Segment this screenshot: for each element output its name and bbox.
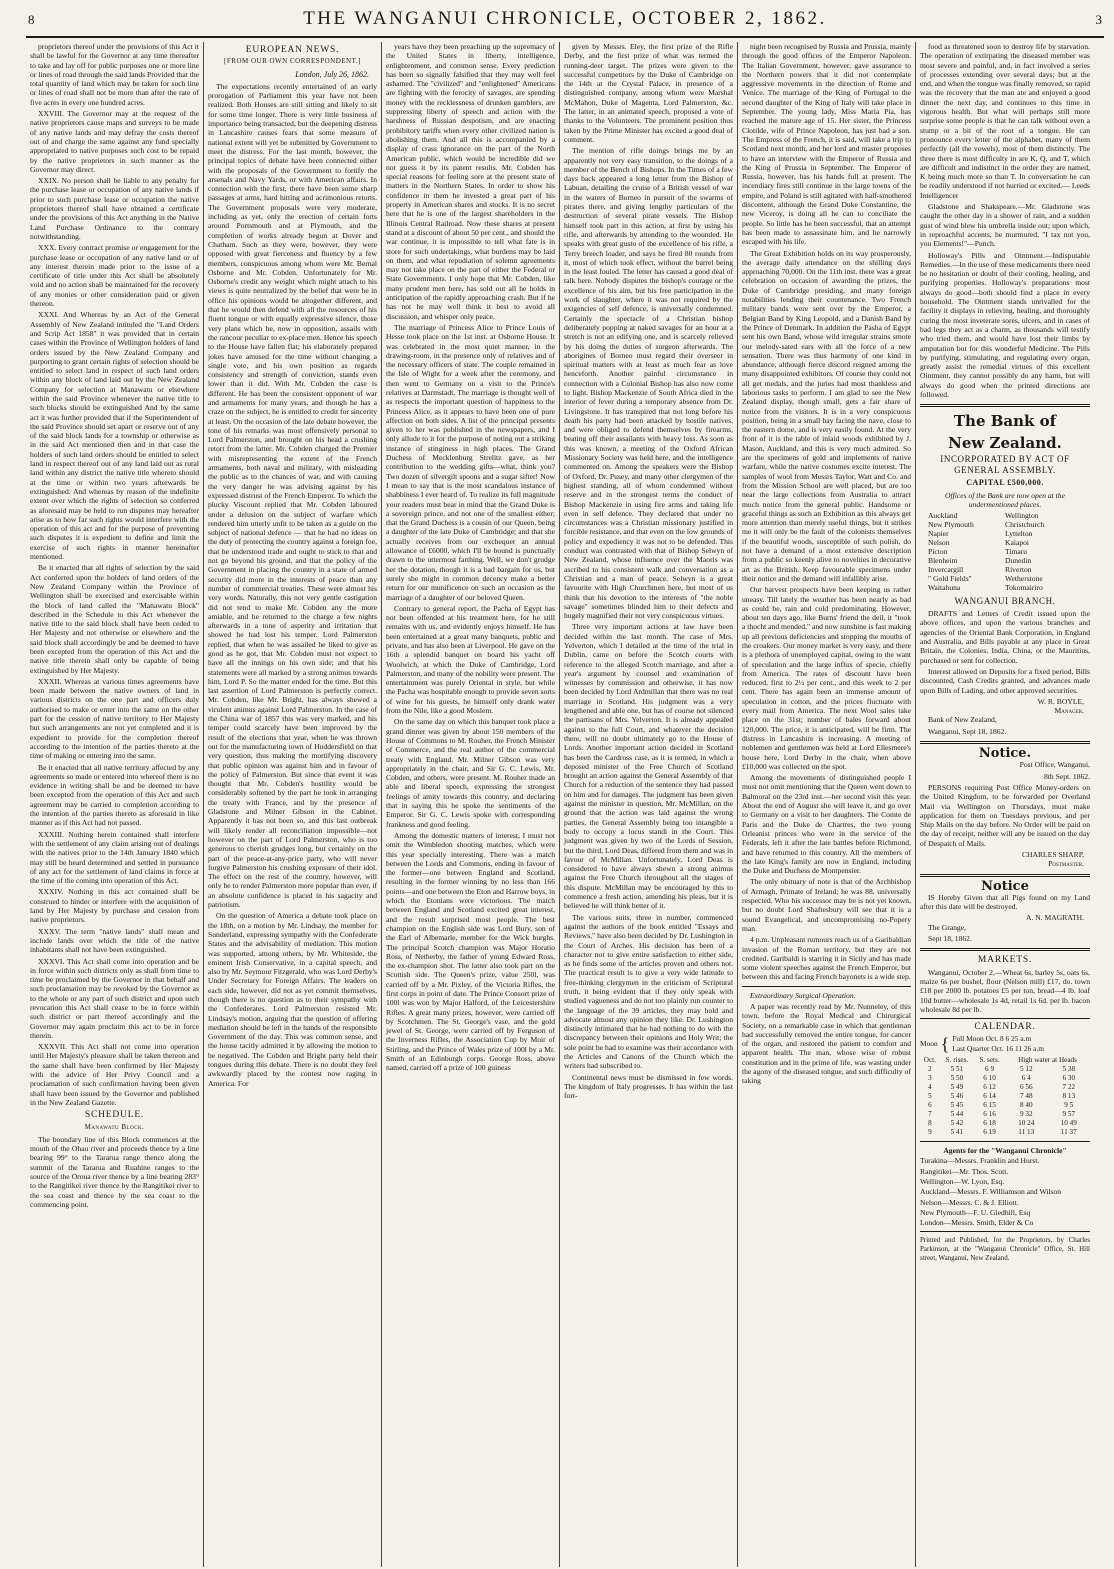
act-paragraph: Be it enacted that all rights of selection by the said Act conferred upon the holders of land orders of the New Zealand Company within the Province of Wellington shall be exercised and exercisable within the block of land called the "Manawatu Block" described in the Schedule to this Act whenever the native title to the said block shall have been ceded to Her Majesty and not otherwise or elsewhere and the said block shall accordingly be and be deemed to have been excepted from the operation of this Act and the native title therein shall only be capable of being extinguished by Her Majesty. [30,563,199,675]
bank-advert [920,412,1090,736]
article-paragraph: The expectations recently entertained of an early prorogation of Parliament this year have not been realized. Both Houses are still sitting and likely to sit for some time longer. There is very little business of importance being transacted, but the deepening distress in Lancashire causes fears that some measure of national extent will yet be submitted by Government to meet the distress. For the last month, however, the principal topics of debate have been connected either with the proposals of the Government to fortify the arsenals and Navy Yards, or with American affairs. In connection with the first, there have been some sharp passages at arms, hard hitting and acrimonious retorts. The Government proposals were very moderate, including as yet, only the erection of certain forts around Portsmouth and at Plymouth, and the completion of works already begun at Dover and Chatham. Such as they were, however, they were opposed with great fierceness and fluency by a few members, conspicuous among whom were Mr. Bernal Osborne and Mr. Cobden. Unfortunately for Mr. Osborne's credit any weight which might attach to his views is quite neutralized by the belief that were he in office his opinions would be altogether different, and that he would then defend with all the resources of his fluent tongue or with equally expressive silence, those very plans which he, now in opposition, assails with the rancour peculiar to ex-place men. Hence his speech to the House have fallen flat; his elaborately prepared jokes have amused for the time without changing a single vote, and his own position as regards consistency and strength of conviction, stands even lower than it did. With Mr. Cobden the case is different. He has been the consistent opponent of war and armaments for many years, and though he has a craze on the subject, he is entitled to credit for sincerity at least. On the occasion of the late debate however, the tone of his remarks was most offensively personal to Lord Palmerston, and brought on his head a crushing retort from the latter. Mr. Cobden charged the Premier with misrepresenting the extent of the French armaments, both naval and military, with misleading the public as to the chances of war, and with causing the very danger he was advising against by his expressed distrust of the French Emperor. To which the plucky Viscount replied that Mr. Cobden laboured under a delusion on the subject of warfare which rendered him utterly unfit to be taken as a guide on the subject of national defence — that he had no ideas on the duty of protecting the country against a foreign foe, that he understood trade and ought to stick to that and not go beyond his ground, and that the policy of the Government in placing the country in a state of armed security did more in the interests of peace than any number of commercial treaties. These were almost his very words. Naturally, this not very gentle castigation did not tend to make Mr. Cobden any the more amiable, and he returned to the charge a few nights afterwards in a tone of asperity and irritation that showed he had lost his temper. Lord Palmerston replied, that when he was assailed he liked to give as good as he got, that Mr. Cobden must not expect to have all the innings on his own side; and that his statements were all marked by a strong animus towards him, Lord P. So the matter ended for the time. But this last assertion of Lord Palmerston is perfectly correct. Mr. Cobden, like Mr. Bright, has always shewed a virulent animus against Lord Palmerston. In the case of the China war of 1857 this was very marked, and his temper could scarcely have been improved by the result of the elections that year, when he was thrown out for the manufacturing town of Huddersfield on that very question, thus making the mortifying discovery that public opinion was against him and in favour of the policy of Palmerston. But since that event it was thought that Mr. Cobden's hostility would be considerably softened by the part he took in arranging the treaty with France, and by the presence of Gladstone and Milner Gibson in the Cabinet. Apparently it has not been so, and this last outbreak will likely render all reconciliation impossible—not however on the part of Lord Palmerston, who is too generous to cherish grudges long, but certainly on the part of the peace-at-any-price party, who will never forgive Palmerston his crushing exposure of their idol. The effect on the rest of the country, however, will only be to render Palmerston more popular than ever, if an absolute confidence is placed in his sagacity and patriotism. [208,81,377,910]
branch-name: Auckland [928,511,958,521]
act-paragraph: XXXII. Whereas at various times agreements have been made between the native owners of land in various districts on the one part and officers duly authorised to make or enter into the same on the other part for the cession of native territory to Her Majesty but such arrangements are not yet completed and it is expedient to provide for the completion thereof according to the intention of the parties thereto at the time of making or entering into the same. [30,676,199,761]
divider [920,404,1090,407]
tide-cell: 6 19 [983,1128,996,1137]
article-paragraph: Contrary to general report, the Pacha of Egypt has not been offended at his treatment here, for he still remains with us, and evidently enjoys himself. He has been entertained at a great many banquets, public and private, and has also been at Liverpool. He gave on the 16th a splendid banquet on board his yacht off Woolwich, at which the Duke of Cambridge, Lord Palmerston, and many of the nobility were present. The entertainment was purely Oriental in style, but while the Pacha was hospitable enough to provide seven sorts of wine for his guests, he himself only drank water from the Nile, like a good Moslem. [386,603,555,716]
article-paragraph: Continental news must be dismissed in few words. The kingdom of Italy progresses. It has within the last fort- [564,1072,733,1101]
divider [920,874,1090,877]
notice-text: IS Hereby Given that all Pigs found on my Land after this date will be destroyed. [920,892,1090,912]
phase-month: Oct. [985,1034,999,1044]
schedule-heading: SCHEDULE. [84,1110,145,1121]
tide-row [920,1119,1090,1128]
branch-name: Lyttelton [1005,529,1033,539]
act-paragraph: proprietors thereof under the provisions of this Act it shall be lawful for the Governor at any time thereafter to take and lay off for public purposes one or more line or lines of road through the said lands Provided that the total quantity of land which may be taken for such line or lines of road shall not be more than after the rate of five acres in every one hundred acres. [30,42,199,107]
columns [26,42,1104,1567]
tide-cell: 6 15 [983,1101,996,1110]
divider [920,1141,1090,1142]
tide-table-header [920,1056,1090,1065]
tide-cell: 5 50 [950,1074,964,1083]
agent-entry: Rangitikei—Mr. Thos. Scott. [920,1166,1009,1176]
page-number-right: 3 [1095,12,1102,27]
post-office-notice [920,746,1090,869]
article-paragraph: Our harvest prospects have been keeping us rather uneasy. Till lately the weather has been nearly as bad as could be, rain and cold predominating. However, about ten days ago, like Burns' friend the deil, it "took a thocht and mended," and now sunshine is fast making up all previous deficiencies and stopping the mouths of the croakers. Our money market is very easy, and there is a plethora of unemployed capital, owing to the want of speculation and the large influx of specie, chiefly from America. The rates of discount have been reduced, first to 2½ per cent., and this week to 2 per cent. There has again been an immense amount of speculation in cotton, and the prices fluctuate with every mail from America. The next Wool sales take place on the 31st; number of bales forward about 120,000. The price, it is anticipated, will be firm. The distress in Lancashire is increasing. A meeting of noblemen and gentlemen was held at Lord Ellesmere's house here, Lord Derby in the chair, when above £10,000 was collected on the spot. [742,585,911,771]
gladstone-item: Gladstone and Shakspeare.—Mr. Gladstone was caught the other day in a shower of rain, and a sudden gust of wind blew his umbrella inside out; upon which, in reproachful accents, he murmured, "I tax not you, you Elements!"—Punch. [920,202,1090,249]
act-paragraph: XXXVI. This Act shall come into operation and be in force within such districts only as shall from time to time be proclaimed by the Governor in that behalf and such proclamation may be revoked by the Governor as to the whole or any part of such district and upon such revocation this Act shall cease to be in force within such district or part thereof accordingly and the Governor may again proclaim this act to be in force therein. [30,956,199,1040]
markets-text: Wanganui, October 2,—Wheat 6s, barley 5s, oats 6s, maize 6s per bushel, flour (Nelson mill) £17, do. town £18 per 2000 lb. potatoes £5 per ton, bread—4 lb. loaf 10d butter—wholesale 1s 4d, retail 1s 6d. per lb. bacon wholesale 8d per lb. [920,967,1090,1014]
column-4-european-news-cont [560,42,738,1567]
article-paragraph: Three very important actions at law have been decided within the last month. The case of Mrs. Yelverton, which I detailed at the time of the trial in Dublin, came on before the Scotch courts with reference to the alleged Scotch marriage, and after a year's argument by counsel and examination of witnesses by commission and otherwise, it has now been decided by Lord Ardmillan that there was no real marriage in Scotland. His judgment was a very lengthened and able one, but has of course not silenced the partisans of Mrs. Yelverton. It is already appealed against to the full Court, and whatever the decision there, will no doubt ultimately go to the House of Lords. Another important action decided in Scotland has been the Cardross case, as it is termed, in which a deposed minister of the Free Church of Scotland brought an action against the General Assembly of that Church for a reduction of the sentence they had passed on him and for damages. The judgment has been given against the minister in question, Mr. McMillan, on the ground that the action was laid against the wrong parties, the General Assembly being too intangible a body to occupy a locus standi in the Court. This judgment was given by two of the Lords of Session, but the third, Lord Deas, differed from them and was in favour of McMillan. Unfortunately, Lord Deas is considered to have always shewn a strong animus against the Free Church throughout all the stages of this dispute. McMillan may be encouraged by this to commence a fresh action, amending his pleas, but it is believed he will think better of it. [564,622,733,911]
notice-date: 8th Sept. 1862. [1044,771,1090,781]
notice-office: Post Office, Wanganui, [1019,760,1090,770]
branch-name: Wellington [1005,511,1039,521]
tide-cell: 5 38 [1062,1065,1076,1074]
article-heading: EUROPEAN NEWS. [245,45,340,55]
agent-entry: Turakina—Messrs. Franklin and Hurst. [920,1156,1040,1166]
tide-cell: 5 42 [950,1119,964,1128]
tide-cell: 9 [928,1128,932,1137]
branch-name: Picton [928,547,948,557]
bank-signature-title: Manager. [1054,706,1084,716]
article-paragraph: The various suits, three in number, commenced against the authors of the book entitled "Essays and Reviews," have also been decided by Dr. Lushington in the Court of Arches. His decision has been of a character not to give entire satisfaction to either side, as he finds some of the articles proven and others not. The practical result is to give a very wide latitude to free-thinking clergymen in the criticism of Scriptural truth, it being evident that if they only speak with studied vagueness and do not too plainly run counter to the language of the 39 articles, they may hold and advocate almost any opinion they like. Dr. Lushington distinctly intimated that he had nothing to do with the discrepancy between their opinions and Holy Writ; the sole point he had to examine was their accordance with the Articles and Canons of the Church which the writers had subscribed to. [564,912,733,1071]
article-paragraph: The marriage of Princess Alice to Prince Louis of Hesse took place on the 1st inst. at Osborne House. It was celebrated in the most quiet manner, in the drawing-room, in the presence only of relatives and of the necessary officers of state. The couple remained in the Isle of Wight for a week after the ceremony, and then went to Germany on a visit to the Prince's relatives at Darmstadt. The marriage is thought well of as respects the important question of happiness to the Princess Alice, as it appears to have been one of pure affection on both sides. A list of the principal presents given to her was published in the newspapers, and I only allude to it for the purpose of noting out a striking instance of stinginess in high places. The Grand Duchess of Mecklenburg Strelitz gave, as her contribution to the wedding gifts—what, think you? Two dozen of silvergilt spoons and a sugar sifter! Now I mean to say that is the most scandalous instance of shabbiness I ever heard of. To realize its full magnitude your readers must bear in mind that the Grand Duke is a sovereign prince, and not one of the smallest either; that the Grand Duchess is a cousin of our Queen, being a daughter of the late Duke of Cambridge; and that she actually receives from our exchequer an annual allowance of £6000, which I'll be bound is punctually drawn to the uttermost farthing. Well, we don't grudge her the dotation, though it is a bad bargain for us, but surely she might in common decency make a better return for our munificence on such an occasion as the marriage of a daughter of our beloved Queen. [386,322,555,602]
moon-phases [920,1034,1090,1053]
bank-text: Interest allowed on Deposits for a fixed period, Bills discounted, Cash Credits granted, and advances made upon Bills of Lading, and other approved securities. [920,666,1090,695]
tide-cell: 6 56 [1019,1083,1033,1092]
act-paragraph: XXXV. The term "native lands" shall mean and include lands over which the title of the native inhabitants shall not have been extinguished. [30,926,199,955]
phase-name: Full Moon [952,1034,984,1044]
article-dateline: London, July 26, 1862. [295,69,369,79]
article-paragraph: Among the domestic matters of interest, I must not omit the Wimbledon shooting matches, which were this year specially interesting. There was a match between the Lords and Commons, ending in favour of the former—one between England and Scotland, resulting in the former winning by no less than 166 points—and one between the Eton and Harrow boys, in which the Etonians were victorious. The match between England and Scotland excited great interest, and the result surprised most people. The best champion on the English side was Lord Bury, son of the Earl of Albemarle, member for the Wick burghs. The principal Scotch champion was Major Horatio Ross, of Netherby, the father of young Edward Ross, the ex-champion shot. The latter also took part on the Scottish side. The Queen's prize, value 250l, was carried off by a Mr. Pixley, of the Victoria Rifles, the first corps in point of date. The Prince Consort prize of 100l was won by Major Halford, of the Leicestershire Rifles. A great many prizes, however, were carried off by Scotchmen. The St. George's vase, and the gold jewel of St. George, were carried off by Ferguson of the Inverness Rifles, the Association Cup by Moir of Stirling, and the Prince of Wales prize of 100l by a Mr. Smith of an Edinburgh corps. George Ross, above named, carried off a prize of 100 guineas [386,830,555,1073]
calendar-heading: CALENDAR. [974,1022,1036,1033]
moon-label: Moon [920,1039,938,1049]
col-header: Oct. [923,1056,936,1065]
article-paragraph: On the same day on which this banquet took place a grand dinner was given by about 150 members of the House of Commons to M. Rouher, the French Minister of Commerce, and the real author of the commercial treaty with England. Mr. Milner Gibson was very appropriately in the chair, and Sir G. C. Lewis, Mr. Cobden, and others, were present. M. Rouher made an able and liberal speech, expressing the strongest feelings of amity towards this country, and declaring that in saying this he spoke the sentiments of the Emperor. Sir G. C. Lewis spoke with corresponding frankness and good feeling. [386,717,555,829]
phase-day: 8 [999,1034,1004,1044]
notice-title: Notice [981,878,1029,894]
tide-cell: 6 9 [985,1065,995,1074]
phase-time: 11 26 a.m [1014,1043,1045,1053]
tide-cell: 8 [928,1119,932,1128]
tide-cell: 6 12 [983,1083,996,1092]
pigs-notice [920,878,1090,944]
surgical-text: A paper was recently read by Mr. Nunneley, of this town, before the Royal Medical and Chirurgical Society, on a remarkable case in which that gentleman had successfully removed the entire tongue, for cancer of the organ, and restored the patient to comfort and apparent health. The man, whose wise of robust constitution and in the prime of life, was wasting under the agony of the diseased tongue, and such difficulty of taking [742,1001,911,1086]
tide-cell: 10 24 [1018,1119,1035,1128]
tide-cell: 5 45 [950,1101,964,1110]
tide-cell: 8 40 [1019,1101,1033,1110]
bank-offices-intro: Offices of the Bank are now open at the undermentioned places. [945,490,1065,509]
tide-cell: 11 37 [1060,1128,1077,1137]
bank-place: Bank of New Zealand, [928,715,997,725]
divider [920,1018,1090,1019]
tide-cell: 2 [928,1065,932,1074]
notice-date: Sept 18, 1862. [928,934,972,944]
article-paragraph: years have they been preaching up the supremacy of the United States in liberty, intelligence, enlightenment, and common sense. Every prediction has been so signally falsified that they may well feel ashamed. The "civilized" and "enlightened" Americans are fighting with the ferocity of savages, are spending money with the recklessness of drunken gamblers, are suppressing liberty of speech and action with the harshness of Russian despotism, and are enacting prohibitory tariffs when every other civilized nation is abolishing them. And all this is accompanied by a display of crass ignorance on the part of the North American public, which would be incredible did we not guess it by its patent results. Mr. Cobden has special reasons for feeling sore at the present state of matters in the Northern States. In order to show his confidence in them he invested a great part of his property in American shares and stocks. It is no secret here that he is one of the largest shareholders in the Illinois Central Railroad. Now these shares at present stand at a discount of about 50 per cent., and should the war continue, it is impossible to tell what fate is in store for such undertakings, what burdens may be laid on them, and what repudiation of solemn agreements may not take place on the part of either the Federal or State Governments. I only hope that Mr. Cobden, like many prudent men here, has sold out all he holds in anticipation of the rapidly approaching crash. But if he has not he may well think it best to avoid all discussion, and whisper only peace. [386,42,555,321]
branch-name: " Gold Fields" [928,574,972,584]
schedule-text: The boundary line of this Block commences at the mouth of the Ohau river and proceeds thence by a line bearing 99° to the Tararua range thence along the summit of the Tararua and Ruahine ranges to the source of the Oroua river thence by a line bearing 283° to the Rangitikei river thence by the Rangitikei river to the sea coast and thence by the sea coast to the commencing point. [30,1134,199,1209]
agent-entry: Auckland—Messrs. F. Williamson and Wilson [920,1187,1062,1197]
notice-text: PERSONS requiring Post Office Money-orders on the United Kingdom, to be forwarded per Overland Mail via Wellington on Thursdays, must make application for them on Tuesdays previous, and per Ship Mails on the day before. No Order will be paid on the day of receipt, neither will any be issued on the day of Despatch of Mails. [920,782,1090,848]
bank-date: Wanganui, Sept 18, 1862. [928,726,1007,736]
tide-cell: 3 [928,1074,932,1083]
tide-cell: 5 41 [950,1128,964,1137]
tide-cell: 9 5 [1064,1101,1074,1110]
bank-incorporated: INCORPORATED BY ACT OF GENERAL ASSEMBLY. [940,454,1070,476]
tide-cell: 6 14 [983,1092,996,1101]
tide-cell: 5 49 [950,1083,964,1092]
tide-row [920,1110,1090,1119]
divider [920,1231,1090,1232]
act-paragraph: XXVIII. The Governor may at the request of the native proprietors cause maps and surveys to be made of any native lands and may defray the costs thereof out of and charge the same against any fund specially appropriated to native purposes such cost to be repaid by the native proprietors in such manner as the Governor may direct. [30,109,199,174]
notice-signature-title: Postmaster. [1048,859,1084,869]
act-paragraph: Be it enacted that all native territory affected by any agreements so made or entered into whereof there is no evidence in writing shall be and be deemed to have been excepted from the operation of this Act and such agreement may be carried to completion according to the intention of the parties thereto as aforesaid in like manner as if this Act had not passed. [30,762,199,828]
newspaper-title: THE WANGANUI CHRONICLE, OCTOBER 2, 1862. [303,8,827,29]
act-paragraph: XXIX. No person shall be liable to any penalty for the purchase lease or occupation of any native lands if prior to such purchase lease or occupation the native proprietors thereof shall have obtained a certificate under the provisions of this Act anything in the Native Land Purchase Ordinance to the contrary notwithstanding. [30,176,199,241]
tide-row [920,1074,1090,1083]
imprint: Printed and Published, for the Proprietors, by Charles Parkinson, at the "Wanganui Chronicle" Office, St. Hill street, Wanganui, New Zealand. [920,1236,1090,1262]
column-6-advertisements [916,42,1094,1567]
tide-cell: 5 12 [1019,1065,1033,1074]
article-paragraph: 4 p.m. Unpleasant rumours reach us of a Garibaldian invasion of the Roman territory, but they are not credited. Garibaldi is starring it in Sicily and has made some violent speeches against the French Emperor, but between this and facing French bayonets is a wide step. [742,935,911,982]
tide-row [920,1128,1090,1137]
column-1-native-lands-act [26,42,204,1567]
phase-month: Oct. [991,1043,1004,1053]
tide-cell: 5 51 [950,1065,964,1074]
moon-phase [952,1044,1044,1053]
phase-day: 16 [1005,1043,1014,1053]
tide-table-body [920,1065,1090,1137]
masthead [26,8,1104,38]
branch-name: Nelson [928,538,950,548]
col-header: High water at Heads [1018,1056,1077,1065]
tide-cell: 6 18 [983,1119,996,1128]
notice-signature: CHARLES SHARP, [1021,850,1084,859]
notice-place: The Grange, [928,922,966,932]
tide-row [920,1101,1090,1110]
markets-heading: MARKETS. [977,955,1033,966]
act-paragraph: XXXI. And Whereas by an Act of the General Assembly of New Zealand intituled the "Land Orders and Scrip Act 1858" it was provided that in certain cases within the Province of Wellington holders of land orders issued by the New Zealand Company and purporting to grant certain rights of selection should be entitled to select land in respect of such land orders within any block of land laid out by the New Zealand Company for selection at Manawatu or elsewhere within the said Province whenever the native title to such blocks should be extinguished And by the same act it was further provided that if the Superintendent of the said Province should set apart or reserve out of any of the said block lands for a township or otherwise as in the said Act mentioned then and in that case the holders of such land orders should be entitled to select land in respect thereof out of any land laid out as rural land within any district the native title whereto should at the time or within two years afterwards be extinguished. And whereas by reason of the indefinite extent over which the rights of selection so conferred as aforesaid may be held to run disputes may hereafter arise as to how far such rights would interfere with the operation of this act and for the purpose of preventing such disputes it is expedient to define and limit the exercise of such rights in manner hereinafter mentioned. [30,310,199,562]
act-paragraph: XXXIV. Nothing in this act contained shall be construed to hinder or interfere with the acquisition of land by Her Majesty by purchase and cession from native proprietors. [30,887,199,925]
column-5-european-news-cont [738,42,916,1567]
page-number-left: 8 [28,12,35,27]
branch-name: Invercargill [928,565,964,575]
bank-branch-heading: WANGANUI BRANCH. [954,596,1056,607]
moon-phase-list [952,1034,1044,1053]
bank-title-line-2: New Zealand. [948,434,1062,453]
tide-cell: 6 [928,1101,932,1110]
tide-cell: 5 [928,1092,932,1101]
agent-entry: Nelson—Messrs. C. & J. Elliott. [920,1197,1019,1207]
branch-name: New Plymouth [928,520,974,530]
tide-row [920,1083,1090,1092]
tide-cell: 7 22 [1062,1083,1076,1092]
article-byline: [FROM OUR OWN CORRESPONDENT.] [224,57,361,66]
branch-name: Kaiapoi [1005,538,1030,548]
surgical-heading: Extraordinary Surgical Operation. [750,990,856,1000]
brace-glyph: { [940,1033,950,1054]
article-paragraph: On the question of America a debate took place on the 18th, on a motion by Mr. Lindsay, the member for Sunderland, expressing sympathy with the Confederate States and the advisability of mediation. This motion was supported, among others, by Mr. Whiteside, the eminent Irish Conservative, in a capital speech, and also by Mr. Seymour Fitzgerald, who was Lord Derby's Under Secretary for Foreign Affairs. The leaders on each side, however, did not as yet commit themselves, though there is no question as to their sympathy with the Confederates. Lord Palmerston resisted Mr. Lindsay's motion, arguing that the question of offering mediation should be left in the hands of the responsible Government of the day. This was common sense, and the house tacitly admitted it by allowing the motion to be negatived. The Cobden and Bright party held their tongues during this debate. There is no doubt they feel awkwardly placed by the contest now raging in America. For [208,911,377,1088]
divider [742,986,911,987]
agent-entry: Wellington—W. Lyon, Esq. [920,1176,1005,1186]
branch-name: Napier [928,529,949,539]
tide-cell: 6 4 [1021,1074,1031,1083]
bank-branch-list [920,511,1090,592]
col-header: S. rises. [945,1056,969,1065]
tide-row [920,1092,1090,1101]
notice-title: Notice. [978,746,1032,762]
branch-name: Wetherstone [1005,574,1043,584]
act-paragraph: XXXIII. Nothing herein contained shall interfere with the settlement of any claim arising out of dealings with the natives prior to the 14th January 1840 which may still be heard determined and settled in pursuance of any act for the settlement of land claims in force at the time of the coming into operation of this Act. [30,829,199,886]
column-3-european-news-cont [382,42,560,1567]
article-paragraph: night been recognised by Russia and Prussia, mainly through the good offices of the Emperor Napoleon. The Italian Government, however, gave assurance to the Northern powers that it did not contemplate aggressive movements in the direction of Rome and Venice. The marriage of the King of Portugal to the second daughter of the King of Italy will take place in September. The young lady, Miss Maria Pia, has reached the mature age of 15. Her sister, the Princess Clotilde, wife of Prince Napoleon, has just had a son. The Empress of the French, it is said, will take a trip to Scotland next month, and her lord and master proposes to have an interview with the Emperor of Russia and the King of Prussia in September. The Emperor of Russia, however, has his hands full at present. The incendiary fires still continue in the large towns of the empire, and Poland is still agitated with half-smothered discontent, although the Grand Duke Constantine, the new Viceroy, is doing all he can to conciliate the people. So little has he been successful, that an attempt has been made to assassinate him, and he narrowly escaped with his life. [742,42,911,247]
column-2-european-news [204,42,382,1567]
bank-title-line-1: The Bank of [953,412,1057,431]
act-paragraph: XXXVII. This Act shall not come into operation until Her Majesty's pleasure shall be taken thereon and the same shall have been confirmed by Her Majesty with the advice of Her Privy Council and a proclamation of such confirmation having been given shall have been issued by the Governor and published in the New Zealand Gazette. [30,1042,199,1107]
branch-name: Blenheim [928,556,958,566]
tide-cell: 11 13 [1018,1128,1035,1137]
divider [920,948,1090,951]
tide-cell: 4 [928,1083,932,1092]
notice-signature: A. N. MAGRATH. [1025,913,1084,923]
tide-cell: 7 [928,1110,932,1119]
tide-cell: 5 44 [950,1110,964,1119]
tide-row [920,1065,1090,1074]
bank-signature: W. R. BOYLE, [1037,696,1084,706]
tide-cell: 8 13 [1062,1092,1076,1101]
col-header: S. sets. [979,1056,1000,1065]
agents-list [920,1146,1090,1227]
agents-heading: Agents for the "Wanganui Chronicle" [943,1146,1067,1156]
act-paragraph: XXX. Every contract promise or engagement for the purchase lease or occupation of any native land or of any interest therein made prior to the issue of a certificate of title under this Act shall be absolutely void and no action shall be maintained for the recovery of any monies or other consideration paid or given thereon. [30,243,199,309]
article-paragraph: The Great Exhibition holds on its way prosperously, the average daily attendance on the shilling days approaching 70,000. On the 11th inst. there was a great celebration on occasion of awarding the prizes, the Duke of Cambridge presiding, and many foreign notabilities lending their countenance. Two French military bands were sent over by the Emperor, a Belgian Band by King Leopold, and a Danish Band by the Prince of Denmark. In addition the Pasha of Egypt sent his own Band, whose wild irregular strains smote our melody-sated ears with all the force of a new sensation. There was thus harmony of one kind in abundance, although fierce discord reigned among the many disappointed exhibitors. Of course they could not all get medals, and the juries had most thankless and laborious tasks to perform. I am glad to see the New Zealand display, though small, gets a fair share of notice from the visitors. It is in a very conspicuous position, being in a small bay facing the nave, close to the eastern dome, and is very easily found. At the very front of it is the table of inlaid woods exhibited by J. Mason, Auckland, and this is very much admired. So are the specimens of gold and implements of native warfare, while the native costumes excite interest. The samples of wool from Messrs Taylor, Watt and Co. and from the Mission School are well placed, but are too near the large collections from Australia to attract much notice from the general public. Handsome or graceful things as such an Exhibition as this always get more attention than merely useful things, but it strikes me it will only be the fault of the colonists themselves if the beautiful woods, susceptible of such polish, do not have a demand of a most extensive description from a public so keenly alive to novelties in decorative art as the British. Keep favourable specimens under their notice and the demand will infallibly arise. [742,248,911,583]
branch-name: Waitahuna [928,583,961,593]
holloway-advert: Holloway's Pills and Ointment.—Indisputable Remedies.—In the use of these medicaments there need be no hesitation or doubt of their cooling, healing, and purifying properties. Holloway's preparations most always do good—both should find a place in every household. The Ointment stands unrivalled for the facility it displays in relieving, healing, and thoroughly curing the most inveterate sores, ulcers, and in cases of bad legs they act as a charm, as thousands will testify who tried them, and would have lost their limbs by amputation but for this wonderful Medicine. The Pills by purifying, stimulating, and regulating every organ, greatly assist the remedial virtues of this excellent Ointment, they cannot possibly do any harm, but will always do good when the printed directions are followed. [920,250,1090,399]
agent-entry: London—Messrs. Smith, Elder & Co [920,1218,1034,1228]
tide-cell: 7 48 [1019,1092,1033,1101]
agent-entry: New Plymouth—F. U. Gledhill, Esq [920,1207,1031,1217]
bank-capital: CAPITAL £500,000. [966,478,1044,488]
branch-name: Christchurch [1005,520,1045,530]
article-paragraph: The only obituary of note is that of the Archbishop of Armagh, Primate of Ireland; he was 88, universally respected. Who his successor may be is not yet known, but no doubt Lord Shaftesbury will see that it is a sound Evangelical, and uncompromising no-Popery man. [742,877,911,933]
branch-name: Tokomairiro [1005,583,1043,593]
branch-name: Timaru [1005,547,1028,557]
bank-text: DRAFTS and Letters of Credit issued upon the above offices, and upon the various branches and agencies of the Oriental Bank Corporation, in England and Australia, and Bills payable at any place in Great Britain, the Colonies, India, China, or the Mauritius, purchased or sent for collection. [920,609,1090,665]
tide-table [920,1056,1090,1137]
tide-cell: 6 10 [983,1074,996,1083]
tide-cell: 5 46 [950,1092,964,1101]
tide-cell: 9 57 [1062,1110,1076,1119]
article-paragraph: given by Messrs. Eley, the first prize of the Rifle Derby, and the first prize of what was termed the running-deer target. The prizes were given to the successful competitors by the Duke of Cambridge on the 14th at the Crystal Palace, in presence of a distinguished company, among whom were Marshal McMahon, Duke of Magenta, Lord Palmerston, &c. The latter, in an animated speech, proposed a vote of thanks to the Volunteers. The prominent position thus taken by the Prime Minister has excited a good deal of comment. [564,42,733,144]
tide-cell: 6 16 [983,1110,996,1119]
branch-name: Riverton [1005,565,1032,575]
phase-time: 6 25 a.m [1005,1034,1032,1044]
tide-cell: 6 30 [1062,1074,1076,1083]
surgical-text-cont: food as threatened soon to destroy life by starvation. The operation of extirpating the diseased member was most severe and painful, and, in fact involved a series of processes extending over several days; but at the end, and when the tongue was finally removed, so rapid was the recovery that the man ate and enjoyed a good dinner the next day, and continues to this time in vigorous health. But what will perhaps still more surprise some people is that he can talk without even a stump or a bit of the root of a tongue. He can pronounce every letter of the alphabet, many of them perfectly (all the vowels), most of them distinctly. The three there is most difficulty in are K, Q, and T, which are difficult and indistinct in the order they are named, K being much more so than T. In conversation he can be readily understood if not hurried or excited.— Leeds Intelligencer [920,42,1090,200]
phase-name: Last Quarter [952,1043,990,1053]
divider [920,741,1090,744]
article-paragraph: Among the movements of distinguished people I must not omit mentioning that the Queen went down to Balmoral on the 23rd inst.—her second visit this year. About the end of August she will leave it, and go over to Germany on a visit to her daughters. The Comte de Paris and the Duke de Chartres, the two young Orleanist princes who were in the service of the Federals, left it after the late battles before Richmond, and have returned to this country. All the members of the late King's family are now in England, including the Duke and Duchess de Montpensier. [742,773,911,876]
moon-phase [952,1034,1044,1043]
article-paragraph: The mention of rifle doings brings me by an apparently not very easy transition, to the doings of a member of the Bench of Bishops. In the Times of a few days back appeared a long letter from the Bishop of Labuan, detailing the cruise of a British vessel of war in the waters of Borneo in pursuit of the swarms of pirates there, and giving lengthy particulars of the destruction of several pirate vessels. The Bishop himself took part in this action, at first by using his rifle, and afterwards by attending to the wounded. He speaks with great gusto of the excellence of his rifle, a Terry breech loader, and says he fired 80 rounds from it, most of which took effect, without the barrel being in the least fouled. The letter has caused a good deal of talk here. Nobody disputes the bishop's courage or the excellence of his aim, but his free participation in the work of slaughter, where it was not required by the exigencies of self defence, is universally condemned. Certainly the spectacle of a Christian bishop deliberately popping at naked savages for an hour at a stretch is not an edifying one, and is scarcely relieved by his doing the duties of surgeon afterwards. The aborigines of Borneo must regard their overseer in spiritual matters with at least as much fear as love henceforth. Another painful circumstance in connection with a Colonial Bishop has also now come to light. Bishop Mackenzie of South Africa died in the interior of fever during a temporary absence from Dr. Livingstone. It has transpired that not long before his death his party had been attacked by hostile natives, and were obliged to defend themselves by firearms, beating off their assailants with heavy loss. As soon as this was known, a meeting of the Oxford African Missionary Society was held here, and the intelligence commented on. Among the speakers were the Bishop of Oxford, Dr. Pusey, and many other clergymen of the highest standing, all of whom condemned without reserve and in the strongest terms the conduct of Bishop Mackenzie in using fire arms and taking life even in self defence. They declared that under no circumstances was a Christian missionary justified in forcible resistance, and that even on the low grounds of policy and expediency it was not to be defended. This conduct was contrasted with that of Bishop Selwyn of New Zealand, whose influence over the Maoris was ascribed to his consistent walk and conversation as a Christian and a man of peace. Selwyn is a great favourite with High Churchmen here, but most of us think that his devotion to the interests of "the noble savage" sometimes blinded him to their defects and hugely magnified their not very conspicuous virtues. [564,146,733,621]
tide-cell: 10 49 [1060,1119,1077,1128]
tide-cell: 9 32 [1019,1110,1033,1119]
branch-name: Dunedin [1005,556,1032,566]
schedule-subheading: Manawatu Block. [84,1122,145,1131]
